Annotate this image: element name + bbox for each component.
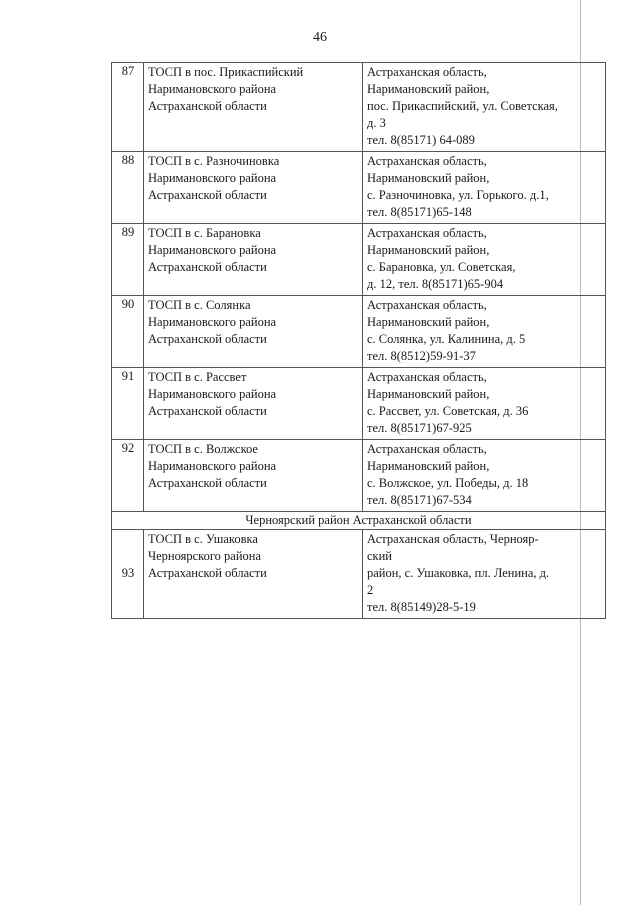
table-row bbox=[112, 296, 606, 368]
table-row bbox=[112, 152, 606, 224]
office-name: ТОСП в пос. Прикаспийский Наримановского района Астраханской области bbox=[144, 63, 363, 152]
office-name: ТОСП в с. Ушаковка Черноярского района Астраханской области bbox=[144, 530, 363, 619]
section-heading: Черноярский район Астраханской области bbox=[112, 512, 606, 530]
office-name: ТОСП в с. Волжское Наримановского района Астраханской области bbox=[144, 440, 363, 512]
office-address: Астраханская область, Наримановский район, с. Солянка, ул. Калинина, д. 5 тел. 8(8512)59-91-37 bbox=[363, 296, 606, 368]
row-number: 90 bbox=[112, 296, 144, 368]
office-address: Астраханская область, Наримановский район, с. Барановка, ул. Советская, д. 12, тел. 8(85171)65-904 bbox=[363, 224, 606, 296]
office-name: ТОСП в с. Барановка Наримановского района Астраханской области bbox=[144, 224, 363, 296]
office-name: ТОСП в с. Солянка Наримановского района Астраханской области bbox=[144, 296, 363, 368]
row-number: 93 bbox=[112, 530, 144, 619]
office-address: Астраханская область, Чернояр- ский район, с. Ушаковка, пл. Ленина, д. 2 тел. 8(85149)28-5-19 bbox=[363, 530, 606, 619]
table-row bbox=[112, 63, 606, 152]
office-address: Астраханская область, Наримановский район, с. Рассвет, ул. Советская, д. 36 тел. 8(85171)67-925 bbox=[363, 368, 606, 440]
row-number: 92 bbox=[112, 440, 144, 512]
table-row bbox=[112, 530, 606, 619]
table-row bbox=[112, 224, 606, 296]
office-address: Астраханская область, Наримановский район, с. Волжское, ул. Победы, д. 18 тел. 8(85171)67-534 bbox=[363, 440, 606, 512]
table-row bbox=[112, 440, 606, 512]
row-number: 89 bbox=[112, 224, 144, 296]
row-number: 91 bbox=[112, 368, 144, 440]
table-row bbox=[112, 368, 606, 440]
page-number: 46 bbox=[313, 30, 327, 45]
section-row bbox=[112, 512, 606, 530]
office-name: ТОСП в с. Разночиновка Наримановского района Астраханской области bbox=[144, 152, 363, 224]
row-number: 88 bbox=[112, 152, 144, 224]
offices-table bbox=[111, 62, 606, 619]
office-address: Астраханская область, Наримановский район, пос. Прикаспийский, ул. Советская, д. 3 тел. 8(85171) 64-089 bbox=[363, 63, 606, 152]
office-name: ТОСП в с. Рассвет Наримановского района Астраханской области bbox=[144, 368, 363, 440]
office-address: Астраханская область, Наримановский район, с. Разночиновка, ул. Горького. д.1, тел. 8(85171)65-148 bbox=[363, 152, 606, 224]
row-number: 87 bbox=[112, 63, 144, 152]
